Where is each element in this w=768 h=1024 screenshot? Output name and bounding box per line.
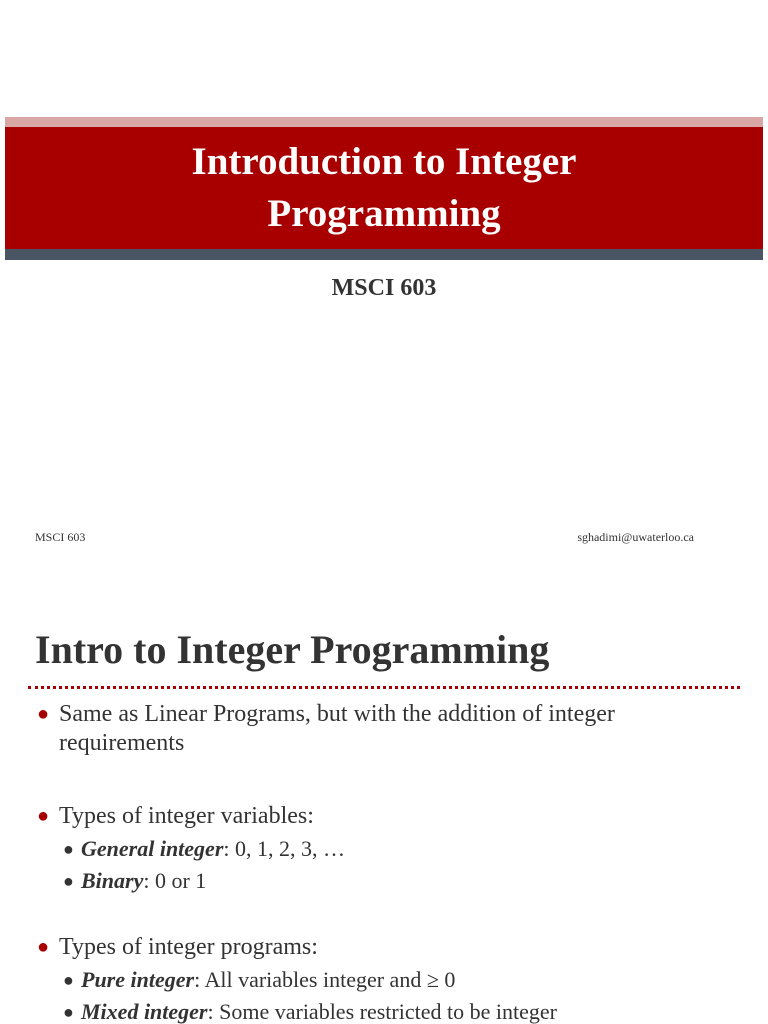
- sub-bullet-item: [59, 996, 728, 1024]
- sub-bullet-term: General integer: [81, 836, 224, 861]
- bullet-dot-icon: ●: [37, 703, 50, 725]
- bullet-list: [0, 700, 768, 1024]
- title-banner: [5, 127, 763, 249]
- sub-bullet-dot-icon: ●: [63, 871, 74, 891]
- bullet-item: [0, 933, 768, 1024]
- slide-title: Introduction to Integer Programming: [191, 140, 577, 235]
- sub-bullet-text: : 0, 1, 2, 3, …: [223, 836, 346, 861]
- bullet-text: Types of integer variables:: [59, 803, 314, 829]
- sub-bullet-item: [59, 964, 728, 996]
- bullet-text: Same as Linear Programs, but with the addition of integer requirements: [59, 701, 615, 756]
- sub-bullet-text: : 0 or 1: [143, 868, 207, 893]
- title-top-band: [5, 117, 763, 127]
- bullet-item: [0, 700, 768, 758]
- slide-subtitle: MSCI 603: [331, 275, 437, 301]
- bullet-spacer: [0, 758, 768, 802]
- sub-bullet-dot-icon: ●: [63, 970, 74, 990]
- footer-email: sghadimi@uwaterloo.ca: [577, 530, 694, 544]
- content-slide-title: Intro to Integer Programming: [35, 627, 550, 672]
- sub-bullet-list: [59, 964, 728, 1024]
- sub-bullet-term: Mixed integer: [81, 999, 208, 1024]
- sub-bullet-dot-icon: ●: [63, 839, 74, 859]
- bullet-text: Types of integer programs:: [59, 934, 318, 960]
- sub-bullet-text: : All variables integer and ≥ 0: [194, 967, 456, 992]
- content-slide: [0, 580, 768, 1024]
- bullet-dot-icon: ●: [37, 936, 50, 958]
- sub-bullet-term: Pure integer: [81, 967, 195, 992]
- sub-bullet-list: [59, 833, 728, 897]
- sub-bullet-term: Binary: [81, 868, 144, 893]
- sub-bullet-item: [59, 865, 728, 897]
- title-dotted-divider: [28, 686, 740, 689]
- bullet-spacer: [0, 897, 768, 933]
- sub-bullet-dot-icon: ●: [63, 1002, 74, 1022]
- footer-course: MSCI 603: [35, 530, 86, 544]
- bullet-item: [0, 802, 768, 897]
- sub-bullet-item: [59, 833, 728, 865]
- bullet-dot-icon: ●: [37, 805, 50, 827]
- title-bottom-band: [5, 249, 763, 260]
- sub-bullet-text: : Some variables restricted to be integer: [207, 999, 557, 1024]
